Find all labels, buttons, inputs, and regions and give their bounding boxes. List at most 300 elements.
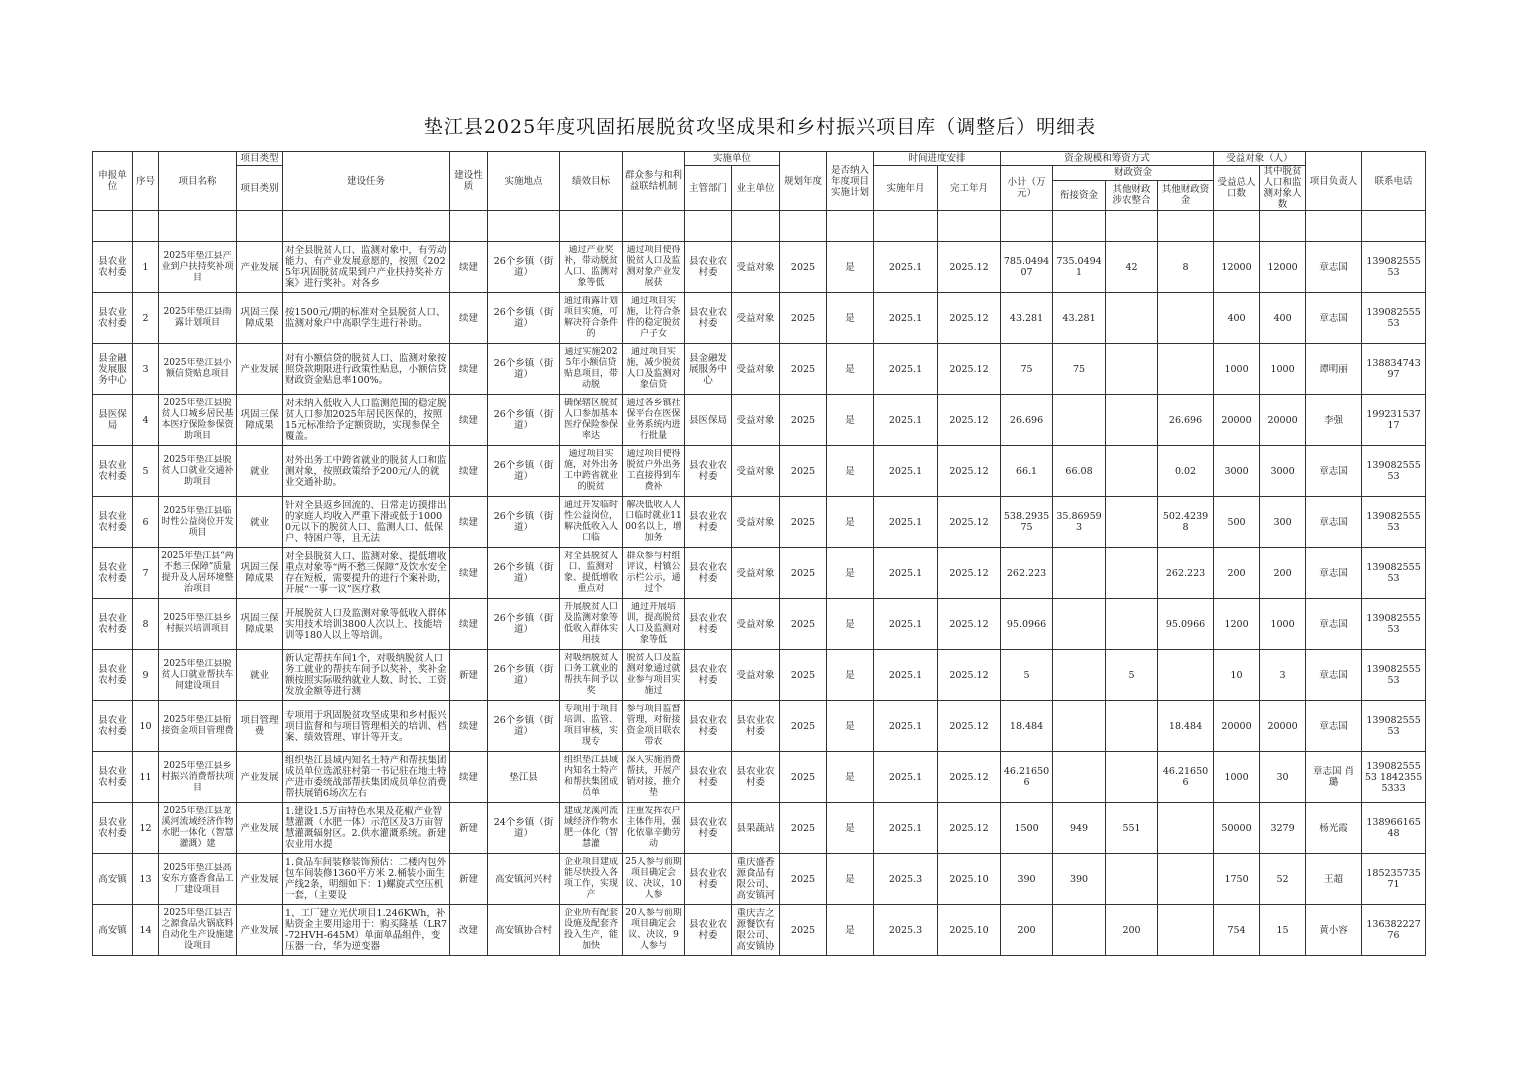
cell-benefit-total	[1214, 497, 1260, 548]
cell-text: 通过项目使得脱贫户外出务工直接得到车费补	[626, 449, 681, 492]
cell-unit	[93, 293, 133, 344]
cell-text: 县农业农村委	[98, 460, 127, 482]
cell-text: 专项用于项目培训、监管、项目审核，实现专	[563, 704, 618, 747]
table-row	[93, 650, 1426, 701]
cell-text: 县农业农村委	[688, 562, 727, 584]
cell-seq	[133, 293, 159, 344]
header-year: 规划年度	[780, 152, 827, 211]
cell-seq	[133, 854, 159, 905]
cell-other-agri	[1106, 650, 1158, 701]
cell-text: 12	[139, 822, 152, 834]
cell-text: 95.0966	[1006, 618, 1047, 630]
cell-text: 按1500元/期的标准对全县脱贫人口、监测对象户中高职学生进行补助。	[285, 307, 446, 329]
cell-text: 组织垫江县域内知名土特产和帮扶集团成员单位选派驻村第一书记驻在地土特产进市委统战部帮扶集团成员单位消费帮扶展销6场次左右	[285, 755, 447, 799]
cell-year	[780, 242, 827, 293]
cell-subtotal	[1001, 548, 1053, 599]
cell-included	[827, 854, 874, 905]
cell-text: 2025.1	[888, 312, 923, 324]
cell-included	[827, 905, 874, 956]
cell-text: 2025.10	[949, 873, 989, 885]
cell-start	[874, 497, 938, 548]
cell-goal	[560, 446, 623, 497]
cell-text: 县农业农村委	[98, 307, 127, 329]
cell-seq	[133, 497, 159, 548]
cell-subtotal	[1001, 497, 1053, 548]
cell-text: 县农业农村委	[98, 715, 127, 737]
cell-text: 754	[1227, 924, 1246, 936]
cell-leader	[1306, 293, 1362, 344]
cell-subtotal	[1001, 599, 1053, 650]
cell-owner	[732, 599, 780, 650]
cell-unit	[93, 497, 133, 548]
cell-subtotal	[1001, 701, 1053, 752]
cell-text: 是	[845, 261, 855, 273]
cell-text: 产业发展	[240, 261, 279, 273]
cell-text: 就业	[249, 465, 269, 477]
cell-other-agri	[1106, 752, 1158, 803]
cell-name	[159, 854, 237, 905]
cell-nature	[450, 752, 488, 803]
cell-start	[874, 905, 938, 956]
cell-included	[827, 242, 874, 293]
cell-text: 重庆盛香源食品有限公司、高安镇河	[736, 857, 775, 901]
cell-text: 26个乡镇（街道）	[493, 664, 554, 686]
cell-text: 2025.1	[888, 363, 923, 375]
cell-text: 20人参与前期项目确定会议、决议，9人参与	[625, 908, 682, 951]
cell-linked	[1053, 293, 1106, 344]
cell-text: 通过雨露计划项目实施，可解决符合条件的	[563, 296, 618, 339]
cell-end	[938, 803, 1001, 854]
cell-text: 企业项目建成能尽快投入各项工作，实现产	[563, 857, 618, 900]
table-row	[93, 701, 1426, 752]
cell-subtotal	[1001, 446, 1053, 497]
cell-other-fiscal	[1158, 497, 1214, 548]
cell-other-agri	[1106, 497, 1158, 548]
cell-text: 重庆吉之源餐饮有限公司、高安镇协	[736, 908, 775, 952]
cell-text: 县金融发展服务中心	[98, 352, 127, 386]
cell-benefit-poor	[1260, 752, 1306, 803]
cell-text: 2025.10	[949, 924, 989, 936]
cell-text: 县农业农村委	[688, 613, 727, 635]
cell-year	[780, 701, 827, 752]
cell-end	[938, 497, 1001, 548]
header-seq: 序号	[133, 152, 159, 211]
cell-text: 18523573571	[1366, 868, 1421, 890]
cell-text: 2025	[790, 771, 816, 783]
cell-text: 200	[1122, 924, 1141, 936]
cell-text: 通过实施2025年小额信贷贴息项目，带动脱	[563, 347, 618, 390]
cell-text: 26个乡镇（街道）	[493, 460, 554, 482]
cell-text: 13908255553	[1366, 460, 1421, 482]
cell-text: 1500	[1014, 822, 1039, 834]
header-subtotal: 小计（万元）	[1001, 166, 1053, 211]
cell-name	[159, 497, 237, 548]
header-dept: 主管部门	[685, 166, 732, 211]
cell-text: 200	[1017, 924, 1036, 936]
cell-goal	[560, 548, 623, 599]
cell-task	[283, 395, 450, 446]
cell-text: 章志国	[1319, 567, 1348, 579]
cell-benefit-total	[1214, 395, 1260, 446]
cell-text: 县农业农村委	[98, 256, 127, 278]
cell-leader	[1306, 803, 1362, 854]
cell-name	[159, 905, 237, 956]
cell-text: 县农业农村委	[688, 919, 727, 941]
cell-text: 组织垫江县域内知名土特产和帮扶集团成员单	[563, 755, 618, 798]
cell-end	[938, 242, 1001, 293]
cell-other-fiscal	[1158, 599, 1214, 650]
cell-text: 46.216506	[1162, 766, 1209, 788]
table-row	[93, 344, 1426, 395]
cell-text: 续建	[458, 516, 478, 528]
header-linked: 衔接资金	[1053, 180, 1106, 210]
cell-linked	[1053, 548, 1106, 599]
cell-text: 400	[1273, 312, 1292, 324]
cell-unit	[93, 599, 133, 650]
cell-text: 改建	[458, 924, 478, 936]
cell-text: 2025.12	[949, 822, 989, 834]
cell-other-fiscal	[1158, 446, 1214, 497]
page-title: 垫江县2025年度巩固拓展脱贫攻坚成果和乡村振兴项目库（调整后）明细表	[423, 116, 1097, 138]
cell-text: 新建	[458, 669, 478, 681]
cell-text: 是	[845, 516, 855, 528]
cell-other-fiscal	[1158, 344, 1214, 395]
cell-text: 群众参与村组评议，村镇公示栏公示，通过个	[626, 551, 681, 594]
cell-linked	[1053, 599, 1106, 650]
cell-mechanism	[623, 548, 685, 599]
cell-owner	[732, 344, 780, 395]
cell-text: 2025年垫江县乡村振兴培训项目	[163, 613, 232, 634]
cell-text: 章志国	[1319, 618, 1348, 630]
cell-text: 2025	[790, 720, 816, 732]
cell-text: 50000	[1221, 822, 1252, 834]
cell-benefit-poor	[1260, 344, 1306, 395]
table-row	[93, 599, 1426, 650]
cell-year	[780, 650, 827, 701]
cell-text: 15	[1276, 924, 1289, 936]
cell-location	[488, 548, 560, 599]
cell-text: 巩固三保障成果	[240, 562, 279, 584]
cell-text: 通过各乡镇社保平台在医保业务系统内进行批量	[626, 398, 681, 441]
cell-task	[283, 854, 450, 905]
cell-text: 县农业农村委	[98, 613, 127, 635]
cell-included	[827, 701, 874, 752]
cell-text: 章志国	[1319, 465, 1348, 477]
cell-text: 续建	[458, 618, 478, 630]
cell-text: 2025年垫江县吉之源食品火锅底料自动化生产设施建设项目	[161, 908, 234, 951]
cell-mechanism	[623, 344, 685, 395]
cell-year	[780, 395, 827, 446]
cell-text: 章志国	[1319, 261, 1348, 273]
cell-included	[827, 548, 874, 599]
cell-benefit-poor	[1260, 497, 1306, 548]
cell-text: 2025	[790, 669, 816, 681]
cell-text: 538.293575	[1003, 511, 1050, 533]
cell-other-agri	[1106, 803, 1158, 854]
cell-text: 26个乡镇（街道）	[493, 511, 554, 533]
header-included: 是否纳入年度项目实施计划	[827, 152, 874, 211]
table-row	[93, 395, 1426, 446]
cell-location	[488, 599, 560, 650]
cell-owner	[732, 395, 780, 446]
cell-start	[874, 701, 938, 752]
cell-dept	[685, 446, 732, 497]
cell-text: 续建	[458, 567, 478, 579]
cell-text: 3	[1279, 669, 1286, 681]
cell-text: 2025年垫江县脱贫人口就业帮扶车间建设项目	[161, 658, 234, 691]
cell-text: 县农业农村委	[98, 664, 127, 686]
cell-other-fiscal	[1158, 701, 1214, 752]
cell-other-agri	[1106, 701, 1158, 752]
cell-task	[283, 752, 450, 803]
cell-task	[283, 599, 450, 650]
cell-text: 1200	[1224, 618, 1249, 630]
cell-leader	[1306, 395, 1362, 446]
cell-benefit-total	[1214, 548, 1260, 599]
cell-unit	[93, 854, 133, 905]
header-benefit-poor: 其中脱贫人口和监测对象人数	[1260, 166, 1306, 211]
cell-text: 35.869593	[1056, 511, 1102, 533]
cell-other-fiscal	[1158, 803, 1214, 854]
cell-text: 9	[142, 669, 149, 681]
cell-owner	[732, 854, 780, 905]
cell-name	[159, 701, 237, 752]
cell-text: 企业所有配套设施及配套齐投入生产，能加快	[563, 908, 618, 951]
cell-type	[237, 497, 283, 548]
cell-location	[488, 344, 560, 395]
cell-text: 产业发展	[240, 822, 279, 834]
cell-phone	[1362, 803, 1426, 854]
cell-name	[159, 752, 237, 803]
cell-text: 县农业农村委	[736, 715, 775, 737]
cell-text: 66.08	[1065, 465, 1093, 477]
cell-dept	[685, 293, 732, 344]
table-body	[93, 242, 1426, 956]
cell-text: 2025	[790, 873, 816, 885]
cell-benefit-poor	[1260, 905, 1306, 956]
cell-nature	[450, 497, 488, 548]
cell-dept	[685, 599, 732, 650]
cell-name	[159, 446, 237, 497]
cell-text: 2025.12	[949, 363, 989, 375]
cell-dept	[685, 854, 732, 905]
cell-text: 2025年垫江县雨露计划项目	[163, 307, 232, 328]
cell-benefit-total	[1214, 446, 1260, 497]
cell-text: 5	[1023, 669, 1030, 681]
cell-phone	[1362, 242, 1426, 293]
cell-leader	[1306, 905, 1362, 956]
cell-text: 对未纳入低收入人口监测范围的稳定脱贫人口参加2025年居民医保的，按照15元标准给予定额资助，实现参保全覆盖。	[285, 398, 447, 442]
cell-mechanism	[623, 293, 685, 344]
cell-text: 26个乡镇（街道）	[493, 358, 554, 380]
cell-leader	[1306, 854, 1362, 905]
cell-text: 2025	[790, 516, 816, 528]
cell-text: 2025.1	[888, 516, 923, 528]
cell-text: 是	[845, 465, 855, 477]
cell-seq	[133, 803, 159, 854]
cell-text: 1000	[1270, 618, 1295, 630]
cell-location	[488, 650, 560, 701]
cell-text: 县医保局	[98, 409, 127, 431]
table-row	[93, 497, 1426, 548]
cell-mechanism	[623, 497, 685, 548]
cell-seq	[133, 650, 159, 701]
cell-text: 通过项目使得脱贫人口及监测对象产业发展获	[626, 245, 681, 288]
cell-text: 13908255553	[1366, 562, 1421, 584]
cell-end	[938, 548, 1001, 599]
cell-text: 12000	[1221, 261, 1252, 273]
cell-subtotal	[1001, 803, 1053, 854]
cell-text: 18.484	[1009, 720, 1044, 732]
cell-owner	[732, 905, 780, 956]
cell-text: 续建	[458, 312, 478, 324]
cell-text: 502.42398	[1162, 511, 1209, 533]
cell-start	[874, 242, 938, 293]
cell-other-fiscal	[1158, 752, 1214, 803]
cell-text: 产业发展	[240, 771, 279, 783]
cell-text: 400	[1227, 312, 1246, 324]
cell-benefit-poor	[1260, 548, 1306, 599]
cell-unit	[93, 701, 133, 752]
cell-nature	[450, 854, 488, 905]
cell-subtotal	[1001, 242, 1053, 293]
cell-text: 26个乡镇（街道）	[493, 613, 554, 635]
cell-text: 8	[1182, 261, 1189, 273]
cell-text: 2025.12	[949, 414, 989, 426]
cell-text: 262.223	[1165, 567, 1206, 579]
cell-unit	[93, 548, 133, 599]
header-type-group: 项目类型	[237, 152, 283, 166]
cell-text: 高安镇	[98, 873, 127, 885]
cell-text: 2025	[790, 924, 816, 936]
cell-other-agri	[1106, 242, 1158, 293]
cell-year	[780, 293, 827, 344]
cell-text: 解决低收入人口临时就业1100名以上，增加务	[625, 500, 682, 543]
cell-text: 通过开展培训，提高脱贫人口及监测对象等低	[626, 602, 681, 645]
cell-nature	[450, 803, 488, 854]
table-row	[93, 293, 1426, 344]
cell-text: 1.食品车间装修装饰预估：二楼内包外包车间装修1360平方米 2.桶装小面生产线2条，明细如下：1)螺旋式空压机一套，（主要设	[285, 857, 447, 901]
cell-text: 949	[1069, 822, 1089, 834]
cell-text: 巩固三保障成果	[240, 409, 279, 431]
cell-text: 2025.1	[888, 465, 923, 477]
cell-text: 95.0966	[1165, 618, 1206, 630]
cell-nature	[450, 548, 488, 599]
table-row	[93, 548, 1426, 599]
cell-text: 是	[845, 312, 855, 324]
cell-text: 注重发挥农户主体作用，强化依靠辛勤劳动	[626, 806, 681, 849]
cell-start	[874, 752, 938, 803]
cell-text: 2025	[790, 567, 816, 579]
header-time-group: 时间进度安排	[874, 152, 1001, 166]
cell-text: 县农业农村委	[736, 766, 775, 788]
cell-task	[283, 650, 450, 701]
cell-text: 2025年垫江县脱贫人口城乡居民基本医疗保险参保资助项目	[161, 398, 234, 441]
cell-type	[237, 293, 283, 344]
cell-task	[283, 293, 450, 344]
header-benefit-total: 受益总人口数	[1214, 166, 1260, 211]
cell-text: 2025年垫江县“两不愁三保障”质量提升及人居环境整治项目	[161, 551, 234, 594]
cell-benefit-total	[1214, 650, 1260, 701]
cell-text: 产业发展	[240, 363, 279, 375]
cell-type	[237, 905, 283, 956]
header-nature: 建设性质	[450, 152, 488, 211]
cell-text: 产业发展	[240, 924, 279, 936]
cell-text: 6	[142, 516, 149, 528]
cell-start	[874, 395, 938, 446]
cell-text: 是	[845, 618, 855, 630]
cell-leader	[1306, 650, 1362, 701]
cell-year	[780, 905, 827, 956]
cell-text: 受益对象	[736, 312, 775, 324]
cell-benefit-total	[1214, 242, 1260, 293]
cell-text: 高安镇河兴村	[494, 873, 552, 885]
header-fiscal-group: 财政资金	[1053, 166, 1214, 181]
cell-linked	[1053, 752, 1106, 803]
cell-text: 2025.12	[949, 516, 989, 528]
cell-text: 对全县脱贫人口、监测对象中，有劳动能力、有产业发展意愿的，按照《2025年巩固脱贫成果到户产业扶持奖补方案》进行奖补。对各乡	[285, 245, 447, 289]
cell-seq	[133, 395, 159, 446]
cell-text: 续建	[458, 465, 478, 477]
cell-nature	[450, 905, 488, 956]
cell-text: 2025	[790, 465, 816, 477]
cell-leader	[1306, 497, 1362, 548]
cell-type	[237, 701, 283, 752]
cell-text: 2025年垫江县龙溪河流域经济作物水肥一体化（智慧灌溉）建	[161, 806, 234, 849]
cell-dept	[685, 650, 732, 701]
cell-text: 新建	[458, 873, 478, 885]
cell-benefit-poor	[1260, 599, 1306, 650]
cell-linked	[1053, 395, 1106, 446]
cell-other-fiscal	[1158, 905, 1214, 956]
cell-text: 就业	[249, 516, 269, 528]
cell-text: 2025.12	[949, 771, 989, 783]
cell-linked	[1053, 854, 1106, 905]
cell-included	[827, 344, 874, 395]
cell-text: 章志国	[1319, 516, 1348, 528]
cell-task	[283, 242, 450, 293]
cell-text: 26个乡镇（街道）	[493, 562, 554, 584]
cell-goal	[560, 905, 623, 956]
cell-other-fiscal	[1158, 650, 1214, 701]
cell-location	[488, 446, 560, 497]
cell-text: 200	[1273, 567, 1292, 579]
cell-text: 3000	[1270, 465, 1295, 477]
cell-year	[780, 752, 827, 803]
cell-text: 46.216506	[1003, 766, 1050, 788]
cell-task	[283, 548, 450, 599]
cell-benefit-poor	[1260, 854, 1306, 905]
table-row	[93, 446, 1426, 497]
cell-nature	[450, 395, 488, 446]
cell-name	[159, 599, 237, 650]
cell-mechanism	[623, 905, 685, 956]
cell-text: 巩固三保障成果	[240, 613, 279, 635]
cell-end	[938, 650, 1001, 701]
cell-other-agri	[1106, 293, 1158, 344]
cell-benefit-total	[1214, 752, 1260, 803]
cell-text: 续建	[458, 363, 478, 375]
cell-text: 500	[1227, 516, 1246, 528]
cell-type	[237, 548, 283, 599]
cell-seq	[133, 344, 159, 395]
cell-end	[938, 599, 1001, 650]
cell-text: 黄小容	[1319, 924, 1348, 936]
cell-seq	[133, 242, 159, 293]
cell-location	[488, 854, 560, 905]
cell-included	[827, 650, 874, 701]
cell-year	[780, 548, 827, 599]
